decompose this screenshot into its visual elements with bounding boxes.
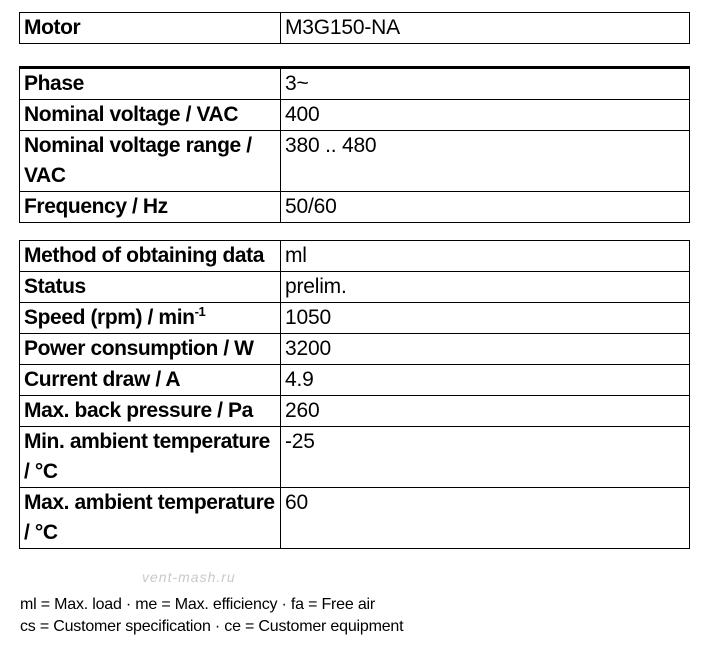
table-row <box>20 272 690 303</box>
row-label-frequency: Frequency / Hz <box>20 192 281 223</box>
operating-data-table <box>19 240 690 549</box>
table-row <box>20 13 690 44</box>
watermark: vent-mash.ru <box>142 569 236 585</box>
row-label-back-pressure: Max. back pressure / Pa <box>20 396 281 427</box>
row-value-speed: 1050 <box>281 303 690 334</box>
electrical-table <box>19 66 690 223</box>
speed-label-text: Speed (rpm) / min <box>24 306 195 329</box>
row-label-status: Status <box>20 272 281 303</box>
speed-label-superscript: -1 <box>194 304 206 319</box>
row-label-motor: Motor <box>20 13 281 44</box>
row-value-phase: 3~ <box>281 68 690 100</box>
row-label-phase: Phase <box>20 68 281 100</box>
row-label-method: Method of obtaining data <box>20 241 281 272</box>
row-value-status: prelim. <box>281 272 690 303</box>
row-value-back-pressure: 260 <box>281 396 690 427</box>
row-value-max-ambient-temp: 60 <box>281 488 690 549</box>
row-value-nominal-voltage: 400 <box>281 100 690 131</box>
table-row <box>20 100 690 131</box>
table-row <box>20 68 690 100</box>
row-value-current: 4.9 <box>281 365 690 396</box>
table-row <box>20 192 690 223</box>
legend-line-1: ml = Max. load · me = Max. efficiency · fa = Free air <box>20 596 376 613</box>
row-value-power: 3200 <box>281 334 690 365</box>
table-row <box>20 488 690 549</box>
row-label-speed <box>20 303 281 334</box>
row-label-nominal-voltage: Nominal voltage / VAC <box>20 100 281 131</box>
table-row <box>20 365 690 396</box>
row-value-min-ambient-temp: -25 <box>281 427 690 488</box>
table-row <box>20 334 690 365</box>
table-row <box>20 427 690 488</box>
row-value-method: ml <box>281 241 690 272</box>
table-row <box>20 303 690 334</box>
table-row <box>20 131 690 192</box>
row-label-current: Current draw / A <box>20 365 281 396</box>
row-label-nominal-voltage-range: Nominal voltage range / VAC <box>20 131 281 192</box>
row-label-min-ambient-temp: Min. ambient temperature / °C <box>20 427 281 488</box>
motor-table <box>19 12 690 44</box>
table-row <box>20 241 690 272</box>
legend-line-2: cs = Customer specification · ce = Customer equipment <box>20 618 404 635</box>
row-value-motor: M3G150-NA <box>281 13 690 44</box>
row-label-power: Power consumption / W <box>20 334 281 365</box>
table-row <box>20 396 690 427</box>
row-value-nominal-voltage-range: 380 .. 480 <box>281 131 690 192</box>
row-label-max-ambient-temp: Max. ambient temperature / °C <box>20 488 281 549</box>
row-value-frequency: 50/60 <box>281 192 690 223</box>
